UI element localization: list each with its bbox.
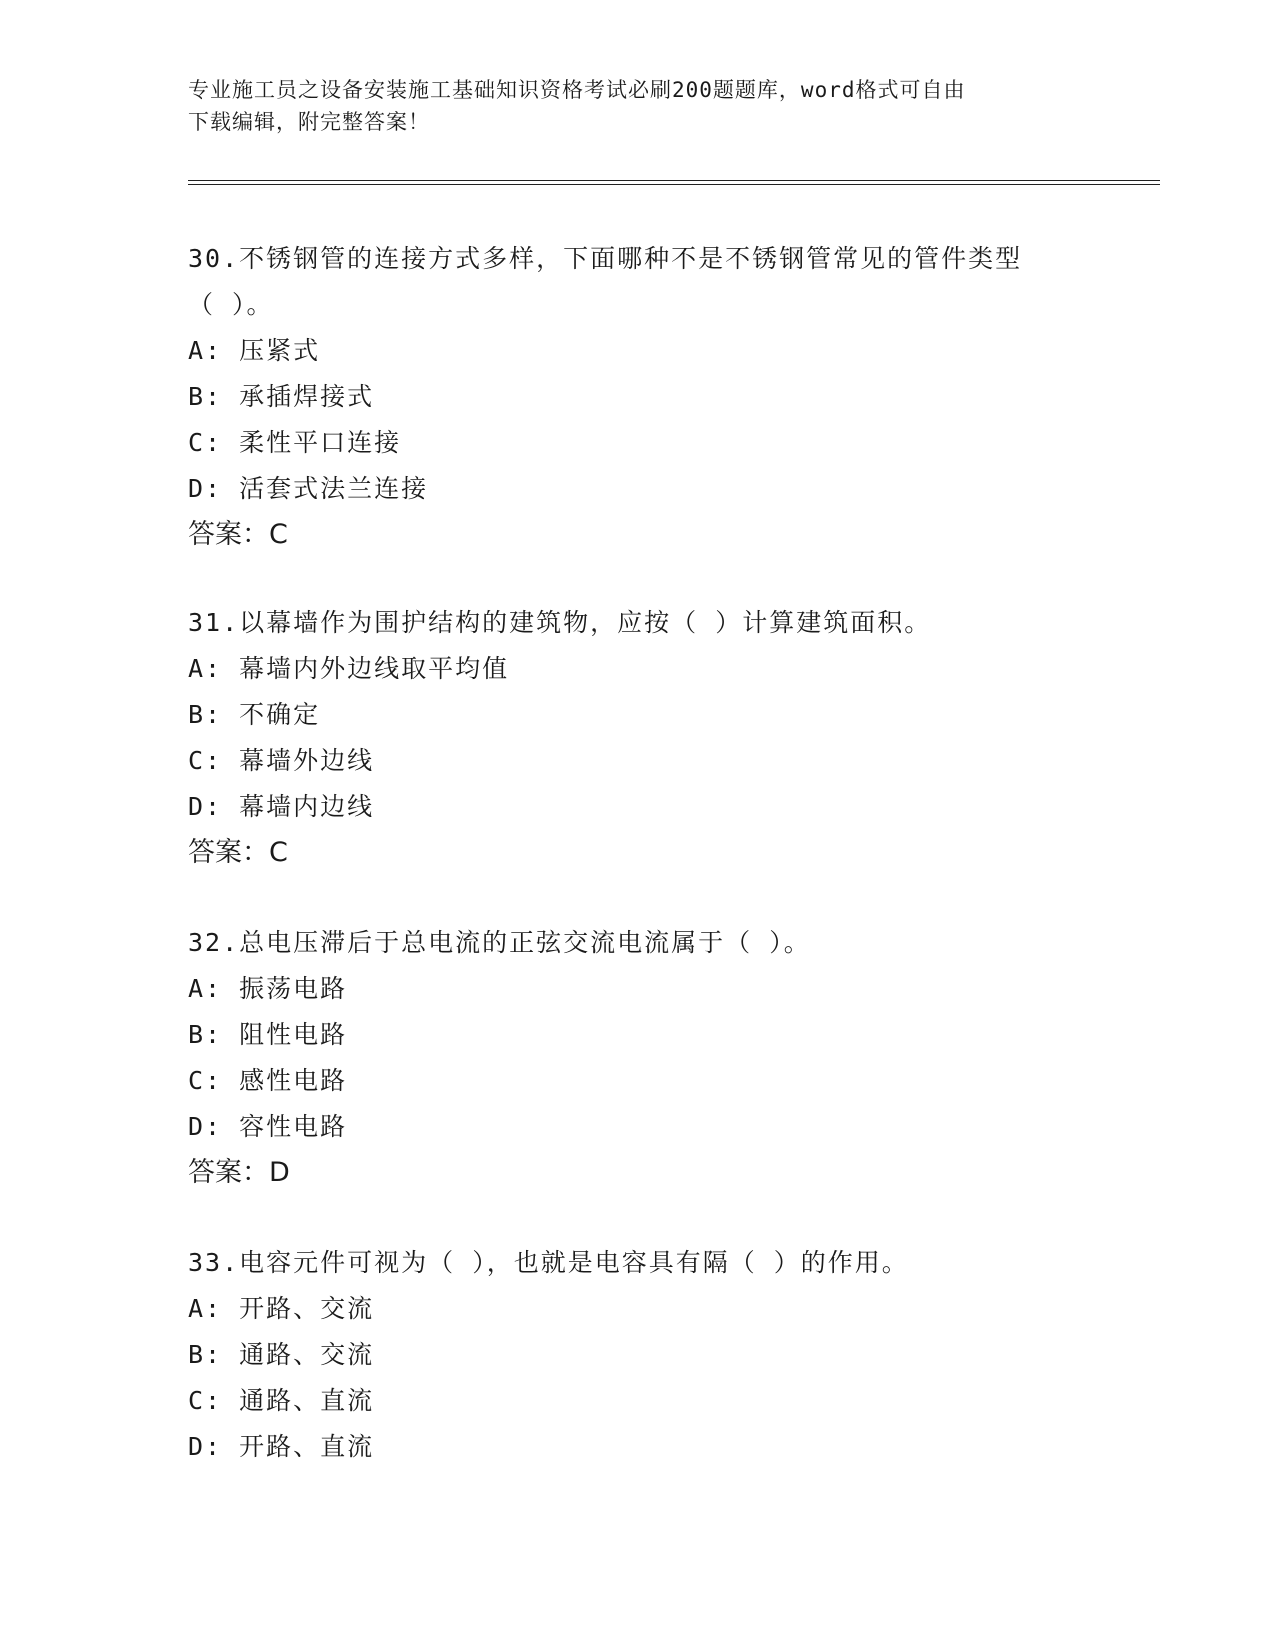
question-33 [188,1240,1088,1470]
question-text: 32.总电压滞后于总电流的正弦交流电流属于（ ）。 [188,928,811,957]
answer: 答案：D [188,1157,290,1188]
question-31 [188,600,1088,876]
option-a: A: 压紧式 [188,336,321,365]
option-d: D: 容性电路 [188,1112,348,1141]
question-text: 33.电容元件可视为（ ），也就是电容具有隔（ ）的作用。 [188,1248,909,1277]
option-b: B: 不确定 [188,700,321,729]
answer: 答案：C [188,519,288,550]
option-a: A: 幕墙内外边线取平均值 [188,654,510,683]
answer: 答案：C [188,837,288,868]
header-divider-bottom [188,184,1160,185]
option-b: B: 承插焊接式 [188,382,375,411]
option-d: D: 开路、直流 [188,1432,375,1461]
option-a: A: 振荡电路 [188,974,348,1003]
option-b: B: 阻性电路 [188,1020,348,1049]
option-c: C: 柔性平口连接 [188,428,402,457]
question-30 [188,236,1088,558]
option-a: A: 开路、交流 [188,1294,375,1323]
question-text: 30.不锈钢管的连接方式多样，下面哪种不是不锈钢管常见的管件类型 [188,244,1023,273]
header-line-1: 专业施工员之设备安装施工基础知识资格考试必刷200题题库，word格式可自由 [188,78,966,102]
question-text-continued: （ ）。 [188,290,274,319]
document-header [188,74,1078,138]
question-text: 31.以幕墙作为围护结构的建筑物，应按（ ）计算建筑面积。 [188,608,932,637]
option-c: C: 通路、直流 [188,1386,375,1415]
header-divider-top [188,180,1160,181]
option-d: D: 活套式法兰连接 [188,474,429,503]
option-d: D: 幕墙内边线 [188,792,375,821]
header-line-2: 下载编辑，附完整答案！ [188,110,430,134]
option-b: B: 通路、交流 [188,1340,375,1369]
option-c: C: 感性电路 [188,1066,348,1095]
question-32 [188,920,1088,1196]
option-c: C: 幕墙外边线 [188,746,375,775]
